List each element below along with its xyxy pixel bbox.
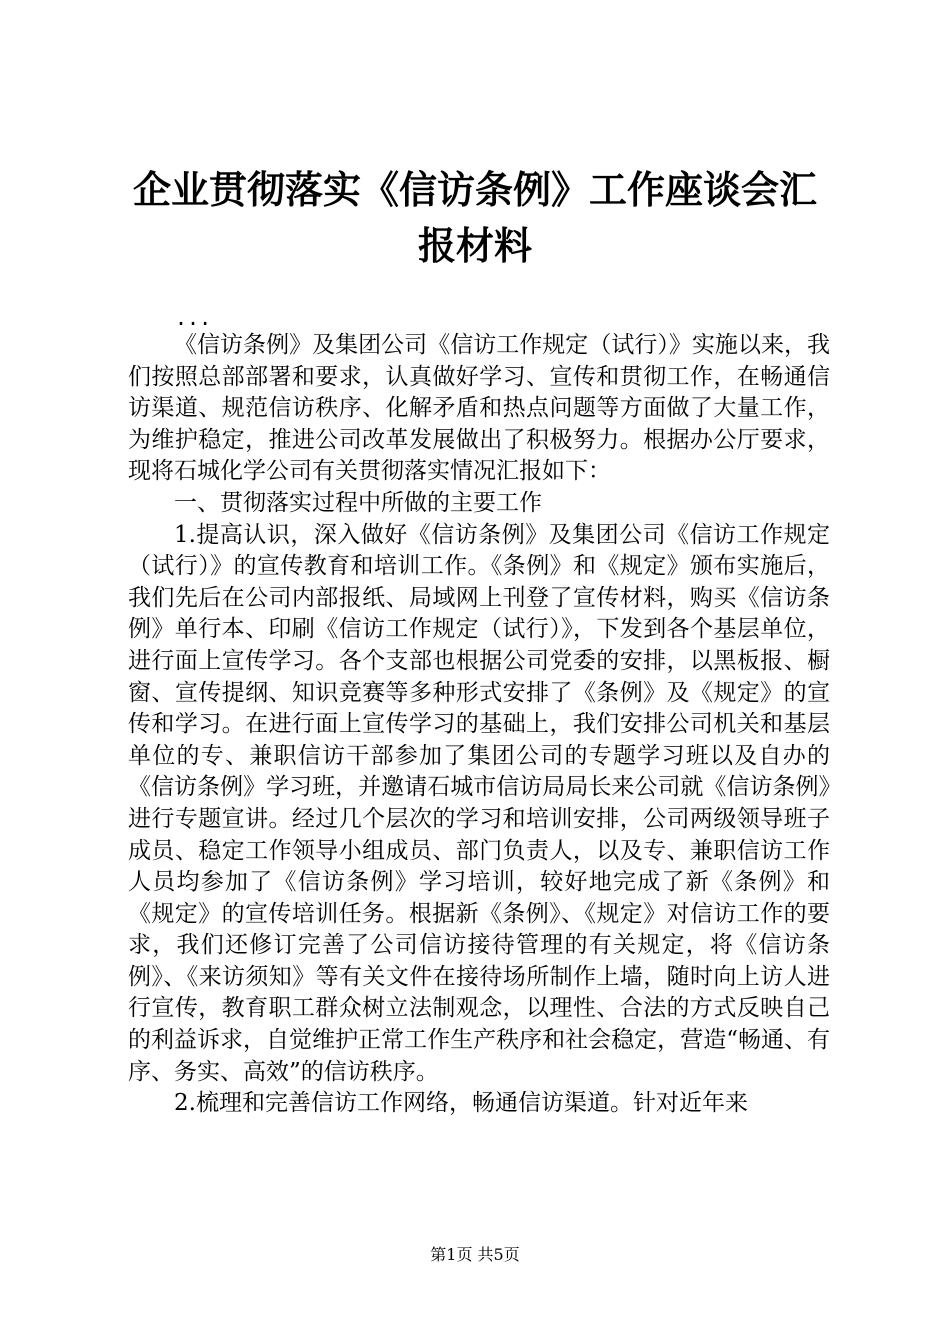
paragraph-intro: 《信访条例》及集团公司《信访工作规定（试行）》实施以来，我们按照总部部署和要求，认真做好学习、宣传和贯彻工作，在畅通信访渠道、规范信访秩序、化解矛盾和热点问题等方面做了大量工作，为维护稳定，推进公司改革发展做出了积极努力。根据办公厅要求，现将石城化学公司有关贯彻落实情况汇报如下： <box>128 332 830 485</box>
paragraph-item-2: 2.梳理和完善信访工作网络，畅通信访渠道。针对近年来 <box>174 1090 748 1117</box>
section-heading: 一、贯彻落实过程中所做的主要工作 <box>174 489 542 516</box>
paragraph-item-1: 1.提高认识，深入做好《信访条例》及集团公司《信访工作规定（试行）》的宣传教育和培训工作。《条例》和《规定》颁布实施后，我们先后在公司内部报纸、局域网上刊登了宣传材料，购买《信访条例》单行本、印刷《信访工作规定（试行）》，下发到各个基层单位，进行面上宣传学习。各个支部也根据公司党委的安排，以黑板报、橱窗、宣传提纲、知识竞赛等多种形式安排了《条例》及《规定》的宣传和学习。在进行面上宣传学习的基础上，我们安排公司机关和基层单位的专、兼职信访干部参加了集团公司的专题学习班以及自办的《信访条例》学习班，并邀请石城市信访局局长来公司就《信访条例》进行专题宣讲。经过几个层次的学习和培训安排，公司两级领导班子成员、稳定工作领导小组成员、部门负责人，以及专、兼职信访工作人员均参加了《信访条例》学习培训，较好地完成了新《条例》和《规定》的宣传培训任务。根据新《条例》、《规定》对信访工作的要求，我们还修订完善了公司信访接待管理的有关规定，将《信访条例》、《来访须知》等有关文件在接待场所制作上墙，随时向上访人进行宣传，教育职工群众树立法制观念，以理性、合法的方式反映自己的利益诉求，自觉维护正常工作生产秩序和社会稳定，营造“畅通、有序、务实、高效”的信访秩序。 <box>128 521 830 1085</box>
ellipsis-text: ... <box>175 306 212 330</box>
page-footer: 第1页 共5页 <box>430 1245 520 1264</box>
document-body <box>128 330 830 1120</box>
document-title: 企业贯彻落实《信访条例》工作座谈会汇报材料 <box>132 167 817 268</box>
